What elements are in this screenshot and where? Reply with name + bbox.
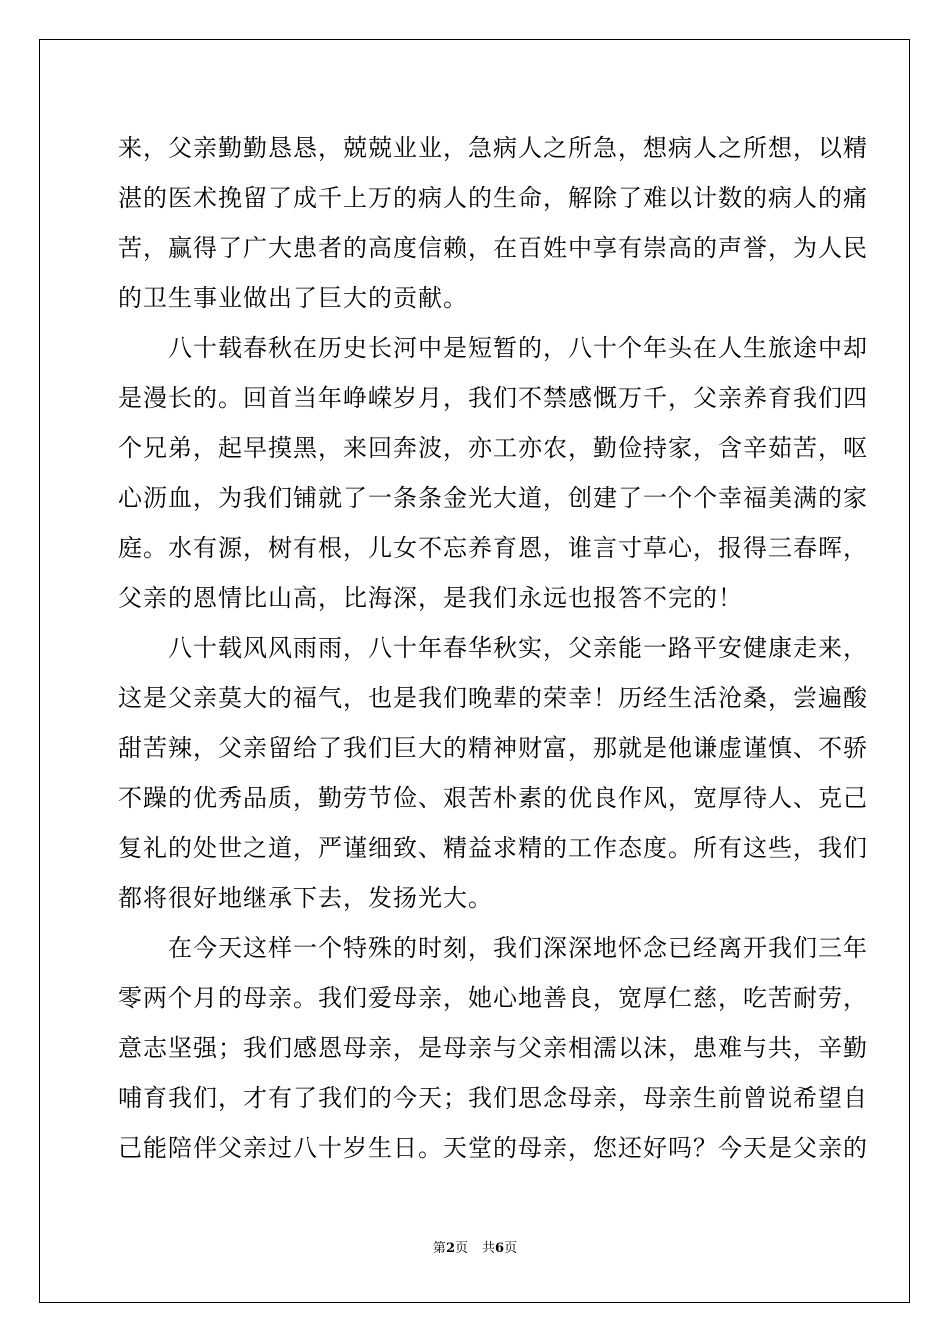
body-line: 个兄弟，起早摸黑，来回奔波，亦工亦农，勤俭持家，含辛茹苦，呕 bbox=[118, 434, 868, 462]
body-line: 都将很好地继承下去，发扬光大。 bbox=[118, 884, 493, 912]
body-line: 庭。水有源，树有根，儿女不忘养育恩，谁言寸草心，报得三春晖， bbox=[118, 534, 868, 562]
page-number: 2 bbox=[445, 1241, 455, 1256]
body-line: 不躁的优秀品质，勤劳节俭、艰苦朴素的优良作风，宽厚待人、克己 bbox=[118, 784, 868, 812]
body-line: 是漫长的。回首当年峥嵘岁月，我们不禁感慨万千，父亲养育我们四 bbox=[118, 384, 868, 412]
body-line: 八十载风风雨雨，八十年春华秋实，父亲能一路平安健康走来， bbox=[118, 634, 868, 662]
body-line: 父亲的恩情比山高，比海深，是我们永远也报答不完的！ bbox=[118, 584, 743, 612]
body-line: 湛的医术挽留了成千上万的病人的生命，解除了难以计数的病人的痛 bbox=[118, 184, 868, 212]
page-suffix: 页 bbox=[454, 1241, 468, 1256]
page-footer bbox=[0, 1240, 950, 1258]
body-line: 哺育我们，才有了我们的今天；我们思念母亲，母亲生前曾说希望自 bbox=[118, 1084, 868, 1112]
body-line: 在今天这样一个特殊的时刻，我们深深地怀念已经离开我们三年 bbox=[118, 934, 868, 962]
body-line: 八十载春秋在历史长河中是短暂的，八十个年头在人生旅途中却 bbox=[118, 334, 868, 362]
body-line: 甜苦辣，父亲留给了我们巨大的精神财富，那就是他谦虚谨慎、不骄 bbox=[118, 734, 868, 762]
body-line: 苦，赢得了广大患者的高度信赖，在百姓中享有崇高的声誉，为人民 bbox=[118, 234, 868, 262]
body-line: 的卫生事业做出了巨大的贡献。 bbox=[118, 284, 468, 312]
page-prefix: 第 bbox=[432, 1241, 446, 1256]
body-line: 这是父亲莫大的福气，也是我们晚辈的荣幸！历经生活沧桑，尝遍酸 bbox=[118, 684, 868, 712]
body-line: 意志坚强；我们感恩母亲，是母亲与父亲相濡以沫，患难与共，辛勤 bbox=[118, 1034, 868, 1062]
body-line: 来，父亲勤勤恳恳，兢兢业业，急病人之所急，想病人之所想，以精 bbox=[118, 134, 868, 162]
total-suffix: 页 bbox=[504, 1241, 518, 1256]
body-line: 心沥血，为我们铺就了一条条金光大道，创建了一个个幸福美满的家 bbox=[118, 484, 868, 512]
body-line: 复礼的处世之道，严谨细致、精益求精的工作态度。所有这些，我们 bbox=[118, 834, 868, 862]
total-pages: 6 bbox=[495, 1241, 505, 1256]
body-line: 己能陪伴父亲过八十岁生日。天堂的母亲，您还好吗？今天是父亲的 bbox=[118, 1134, 868, 1162]
body-line: 零两个月的母亲。我们爱母亲，她心地善良，宽厚仁慈，吃苦耐劳， bbox=[118, 984, 868, 1012]
total-prefix: 共 bbox=[482, 1241, 496, 1256]
